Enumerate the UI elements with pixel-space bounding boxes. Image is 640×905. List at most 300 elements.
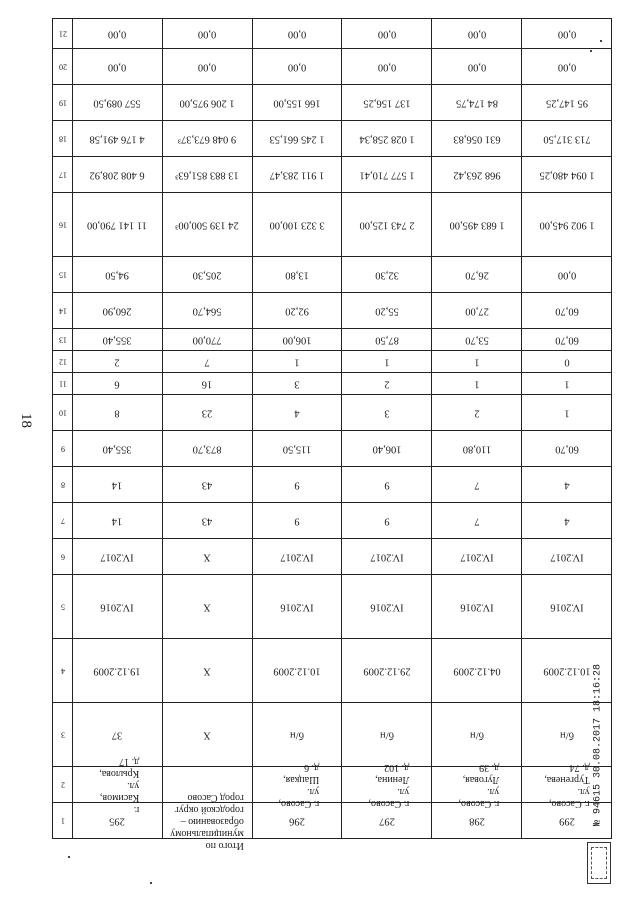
table-row: [53, 575, 612, 639]
cell-text: 2: [114, 356, 121, 367]
table-cell: [342, 373, 432, 395]
table-cell: [162, 373, 252, 395]
column-number: [53, 639, 73, 703]
cell-text: 0,00: [557, 61, 576, 72]
cell-text: г. Касимов, ул. Крылова, д. 17: [99, 755, 140, 815]
column-number-label: 16: [58, 220, 67, 229]
table-row: [53, 121, 612, 157]
table-cell: [162, 703, 252, 767]
cell-text: 110,80: [462, 443, 491, 454]
table-cell: [73, 467, 163, 503]
table-cell: [73, 755, 163, 815]
table-cell: [73, 431, 163, 467]
cell-text: 60,70: [554, 305, 579, 316]
column-number-label: 11: [58, 379, 67, 388]
table-cell: [73, 575, 163, 639]
cell-text: 23: [201, 407, 213, 418]
table-cell: [432, 703, 522, 767]
cell-text: 137 156,25: [363, 97, 411, 108]
table-cell: [252, 85, 342, 121]
table-cell: [73, 329, 163, 351]
cell-text: 84 174,75: [455, 97, 498, 108]
cell-text: 92,20: [285, 305, 309, 316]
column-number-label: 7: [60, 516, 65, 525]
table-cell: [73, 257, 163, 293]
table-cell: [342, 467, 432, 503]
cell-text: 9 048 673,37³: [178, 133, 237, 144]
cell-text: 115,50: [282, 443, 312, 454]
cell-text: 1 902 945,00: [539, 219, 595, 230]
cell-text: 2: [384, 378, 390, 389]
table-cell: [432, 431, 522, 467]
cell-text: 295: [109, 815, 126, 826]
table-cell: [342, 351, 432, 373]
column-number: [53, 467, 73, 503]
cell-text: 1 094 480,25: [539, 169, 595, 180]
table-cell: [522, 467, 612, 503]
cell-text: IV.2016: [460, 601, 494, 612]
cell-text: 29.12.2009: [363, 665, 411, 676]
table-cell: [73, 49, 163, 85]
table-cell: [522, 85, 612, 121]
cell-text: 1 245 661,53: [269, 133, 325, 144]
column-number: [53, 85, 73, 121]
table-cell: [342, 49, 432, 85]
cell-text: X: [203, 551, 212, 562]
table-cell: [522, 329, 612, 351]
table-cell: [522, 395, 612, 431]
table-row: [53, 329, 612, 351]
cell-text: 16: [201, 378, 213, 389]
cell-text: 1 028 258,34: [359, 133, 415, 144]
table-cell: [522, 431, 612, 467]
table-cell: [342, 329, 432, 351]
table-cell: [252, 503, 342, 539]
table-cell: [432, 157, 522, 193]
cell-text: 1: [294, 356, 300, 367]
cell-text: IV.2017: [370, 551, 404, 562]
cell-text: IV.2016: [549, 601, 584, 612]
cell-text: X: [203, 729, 212, 740]
table-cell: [432, 575, 522, 639]
column-number-label: 1: [60, 816, 65, 825]
cell-text: 19.12.2009: [93, 665, 142, 676]
column-number-label: 15: [58, 270, 67, 279]
cell-text: 166 155,00: [273, 97, 321, 108]
column-number: [53, 539, 73, 575]
registration-stamp: [588, 620, 608, 870]
table-cell: [73, 19, 163, 49]
table-cell: [432, 121, 522, 157]
cell-text: 14: [112, 515, 123, 526]
column-number-label: 20: [58, 62, 67, 71]
table-cell: [73, 121, 163, 157]
cell-text: 32,30: [375, 269, 399, 280]
table-cell: [522, 49, 612, 85]
table-cell: [252, 257, 342, 293]
table-cell: [162, 193, 252, 257]
page-number: 18: [18, 413, 34, 428]
table-row: [53, 395, 612, 431]
cell-text: 94,50: [105, 269, 130, 280]
table-cell: [252, 431, 342, 467]
cell-text: 1 911 283,47: [269, 169, 325, 180]
table-cell: [432, 49, 522, 85]
table-row: [53, 293, 612, 329]
cell-text: 53,70: [464, 334, 489, 345]
cell-text: 04.12.2009: [453, 665, 501, 676]
table-cell: [252, 539, 342, 575]
cell-text: 0,00: [287, 28, 307, 39]
table-cell: [252, 329, 342, 351]
cell-text: 968 263,42: [453, 169, 501, 180]
cell-text: IV.2017: [100, 551, 135, 562]
column-number: [53, 19, 73, 49]
cell-text: 296: [289, 815, 305, 826]
table-cell: [522, 257, 612, 293]
cell-text: 7: [204, 356, 210, 367]
cell-text: 205,30: [192, 269, 222, 280]
table-cell: [432, 293, 522, 329]
cell-text: г. Сасово, ул. Тургенева, д. 74: [543, 761, 590, 809]
cell-text: 43: [201, 479, 213, 490]
column-number: [53, 193, 73, 257]
cell-text: Итого по муниципальному образованию – городской округ город Сасово: [170, 791, 245, 851]
cell-text: 873,70: [192, 443, 222, 454]
cell-text: 631 056,83: [453, 133, 501, 144]
table-cell: [342, 121, 432, 157]
table-cell: [252, 639, 342, 703]
cell-text: 11 141 790,00: [87, 219, 148, 230]
column-number: [53, 329, 73, 351]
cell-text: 2 743 125,00: [359, 219, 415, 230]
table-cell: [522, 539, 612, 575]
cell-text: 4: [294, 407, 300, 418]
cell-text: 4: [563, 515, 570, 526]
cell-text: 43: [201, 515, 213, 526]
table-cell: [252, 351, 342, 373]
cell-text: 0,00: [108, 28, 127, 39]
table-cell: [162, 503, 252, 539]
table-cell: [432, 395, 522, 431]
column-number: [53, 803, 73, 839]
cell-text: 0,00: [108, 61, 127, 72]
column-number-label: 8: [60, 480, 65, 489]
cell-text: 0,00: [287, 61, 307, 72]
column-number-label: 2: [60, 780, 65, 789]
column-number: [53, 293, 73, 329]
cell-text: IV.2017: [549, 551, 584, 562]
table-cell: [342, 575, 432, 639]
cell-text: 0,00: [467, 61, 486, 72]
cell-text: 1: [474, 378, 480, 389]
table-cell: [432, 329, 522, 351]
cell-text: г. Сасово, ул. Шацкая, д. 6: [278, 761, 320, 809]
cell-text: 1 577 710,41: [359, 169, 415, 180]
cell-text: 13 883 851,63³: [175, 169, 239, 180]
table-cell: [73, 803, 163, 839]
column-number: [53, 395, 73, 431]
cell-text: 298: [468, 815, 485, 826]
table-row: [53, 767, 612, 803]
cell-text: 299: [558, 815, 575, 826]
table-row: [53, 19, 612, 49]
table-cell: [252, 157, 342, 193]
table-cell: [162, 121, 252, 157]
cell-text: 4 176 491,58: [89, 133, 145, 144]
cell-text: г. Сасово, ул. Луговая, д. 39: [458, 761, 499, 809]
table-cell: [162, 467, 252, 503]
cell-text: 8: [114, 407, 121, 418]
cell-text: 0,00: [557, 269, 576, 280]
table-cell: [342, 639, 432, 703]
table-cell: [73, 373, 163, 395]
cell-text: 9: [384, 515, 390, 526]
table-cell: [252, 575, 342, 639]
cell-text: 4: [563, 479, 570, 490]
table-cell: [522, 157, 612, 193]
cell-text: 106,00: [282, 334, 312, 345]
cell-text: 0,00: [557, 28, 576, 39]
cell-text: 9: [384, 479, 390, 490]
cell-text: 0: [563, 356, 570, 367]
column-number: [53, 257, 73, 293]
table-cell: [432, 373, 522, 395]
table-cell: [252, 121, 342, 157]
table-row: [53, 257, 612, 293]
column-number: [53, 157, 73, 193]
cell-text: 87,50: [375, 334, 399, 345]
table-cell: [522, 351, 612, 373]
table-cell: [432, 257, 522, 293]
table-cell: [73, 293, 163, 329]
table-row: [53, 193, 612, 257]
column-number: [53, 49, 73, 85]
cell-text: 355,40: [102, 443, 132, 454]
table-cell: [432, 503, 522, 539]
table-cell: [342, 85, 432, 121]
table-cell: [162, 575, 252, 639]
table-cell: [342, 703, 432, 767]
cell-text: 7: [474, 479, 480, 490]
cell-text: 1: [474, 356, 480, 367]
cell-text: 3: [294, 378, 300, 389]
table-cell: [73, 157, 163, 193]
cell-text: 2: [474, 407, 480, 418]
column-number-label: 19: [58, 98, 67, 107]
cell-text: 1: [563, 378, 570, 389]
cell-text: б/н: [379, 729, 394, 740]
table-cell: [73, 639, 163, 703]
table-row: [53, 157, 612, 193]
table-cell: [432, 193, 522, 257]
table-cell: [432, 85, 522, 121]
table-row: [53, 431, 612, 467]
table-cell: [252, 373, 342, 395]
cell-text: 13,80: [285, 269, 309, 280]
table-cell: [432, 19, 522, 49]
table-cell: [432, 467, 522, 503]
cell-text: 10.12.2009: [273, 665, 321, 676]
cell-text: 557 089,50: [93, 97, 142, 108]
cell-text: 27,00: [464, 305, 489, 316]
cell-text: 564,70: [192, 305, 222, 316]
table-cell: [432, 639, 522, 703]
cell-text: IV.2017: [460, 551, 494, 562]
cell-text: 37: [112, 729, 123, 740]
table-cell: [73, 85, 163, 121]
column-number-label: 3: [60, 730, 65, 739]
cell-text: 26,70: [464, 269, 489, 280]
cell-text: 0,00: [377, 28, 397, 39]
column-number: [53, 575, 73, 639]
column-number-label: 12: [58, 357, 67, 366]
cell-text: 0,00: [467, 28, 486, 39]
table-cell: [432, 539, 522, 575]
table-cell: [162, 293, 252, 329]
table-cell: [73, 503, 163, 539]
table-cell: [252, 803, 342, 839]
table-cell: [522, 121, 612, 157]
cell-text: 713 317,50: [542, 133, 591, 144]
table-row: [53, 85, 612, 121]
table-cell: [252, 293, 342, 329]
table-cell: [342, 19, 432, 49]
column-number-label: 10: [58, 408, 67, 417]
column-number-label: 17: [58, 170, 67, 179]
column-number: [53, 373, 73, 395]
table-cell: [252, 395, 342, 431]
table-cell: [342, 395, 432, 431]
cell-text: IV.2016: [100, 601, 135, 612]
cell-text: 1 206 975,00: [179, 97, 235, 108]
column-number: [53, 503, 73, 539]
table-cell: [252, 761, 342, 809]
table-row: [53, 49, 612, 85]
column-number-label: 18: [58, 134, 67, 143]
table-cell: [252, 19, 342, 49]
cell-text: б/н: [290, 729, 305, 740]
table-cell: [162, 19, 252, 49]
table-cell: [252, 193, 342, 257]
table-cell: [432, 803, 522, 839]
column-number: [53, 351, 73, 373]
table-cell: [522, 19, 612, 49]
cell-text: 0,00: [377, 61, 397, 72]
cell-text: 55,20: [375, 305, 399, 316]
table-cell: [432, 351, 522, 373]
column-number-label: 9: [60, 444, 65, 453]
cell-text: г. Сасово, ул. Ленина, д. 102: [368, 761, 410, 809]
table-row: [53, 373, 612, 395]
cell-text: 3: [384, 407, 390, 418]
cell-text: 60,70: [554, 443, 579, 454]
table-cell: [252, 467, 342, 503]
cell-text: 0,00: [198, 28, 217, 39]
table-cell: [342, 803, 432, 839]
table-cell: [342, 431, 432, 467]
seal-icon: [587, 842, 611, 884]
rotated-data-table: [52, 18, 612, 851]
table-cell: [252, 703, 342, 767]
table-cell: [522, 293, 612, 329]
table-row: [53, 351, 612, 373]
cell-text: 95 147,25: [545, 97, 588, 108]
column-number-label: 5: [60, 602, 65, 611]
table-cell: [162, 395, 252, 431]
column-number: [53, 121, 73, 157]
cell-text: 7: [474, 515, 480, 526]
table-cell: [162, 157, 252, 193]
cell-text: 106,40: [372, 443, 402, 454]
table-cell: [522, 373, 612, 395]
cell-text: 60,70: [554, 334, 579, 345]
table-cell: [162, 257, 252, 293]
table-cell: [342, 761, 432, 809]
table-cell: [162, 351, 252, 373]
cell-text: 355,40: [102, 334, 132, 345]
table-cell: [162, 639, 252, 703]
cell-text: 770,00: [192, 334, 222, 345]
cell-text: 0,00: [198, 61, 217, 72]
table-cell: [73, 539, 163, 575]
cell-text: б/н: [559, 729, 574, 740]
column-number: [53, 431, 73, 467]
cell-text: 9: [294, 515, 300, 526]
cell-text: X: [203, 601, 212, 612]
table-cell: [432, 761, 522, 809]
table-cell: [73, 351, 163, 373]
table-cell: [73, 193, 163, 257]
table-row: [53, 503, 612, 539]
cell-text: 297: [379, 815, 395, 826]
cell-text: 260,90: [102, 305, 132, 316]
table-cell: [342, 193, 432, 257]
cell-text: IV.2016: [280, 601, 314, 612]
cell-text: 1 683 495,00: [449, 219, 505, 230]
table-row: [53, 539, 612, 575]
cell-text: 3 323 100,00: [269, 219, 325, 230]
table-cell: [342, 503, 432, 539]
table-row: [53, 803, 612, 839]
column-number: [53, 703, 73, 767]
table-cell: [162, 85, 252, 121]
table-cell: [162, 539, 252, 575]
cell-text: IV.2017: [280, 551, 314, 562]
cell-text: X: [203, 665, 212, 676]
table-cell: [73, 395, 163, 431]
cell-text: IV.2016: [370, 601, 404, 612]
stamp-text: № 94615 30.08.2017 18:16:28: [592, 663, 604, 827]
cell-text: 10.12.2009: [542, 665, 591, 676]
cell-text: 1: [384, 356, 390, 367]
cell-text: б/н: [469, 729, 484, 740]
table-cell: [522, 503, 612, 539]
cell-text: 6 408 208,92: [89, 169, 145, 180]
column-number-label: 13: [58, 335, 67, 344]
cell-text: 14: [112, 479, 123, 490]
table-cell: [252, 49, 342, 85]
table-row: [53, 639, 612, 703]
column-number-label: 21: [58, 29, 67, 38]
table-cell: [162, 431, 252, 467]
column-number-label: 4: [60, 666, 65, 675]
table-row: [53, 467, 612, 503]
table-cell: [342, 539, 432, 575]
column-number-label: 14: [58, 306, 67, 315]
table-cell: [162, 791, 252, 851]
table-cell: [162, 329, 252, 351]
